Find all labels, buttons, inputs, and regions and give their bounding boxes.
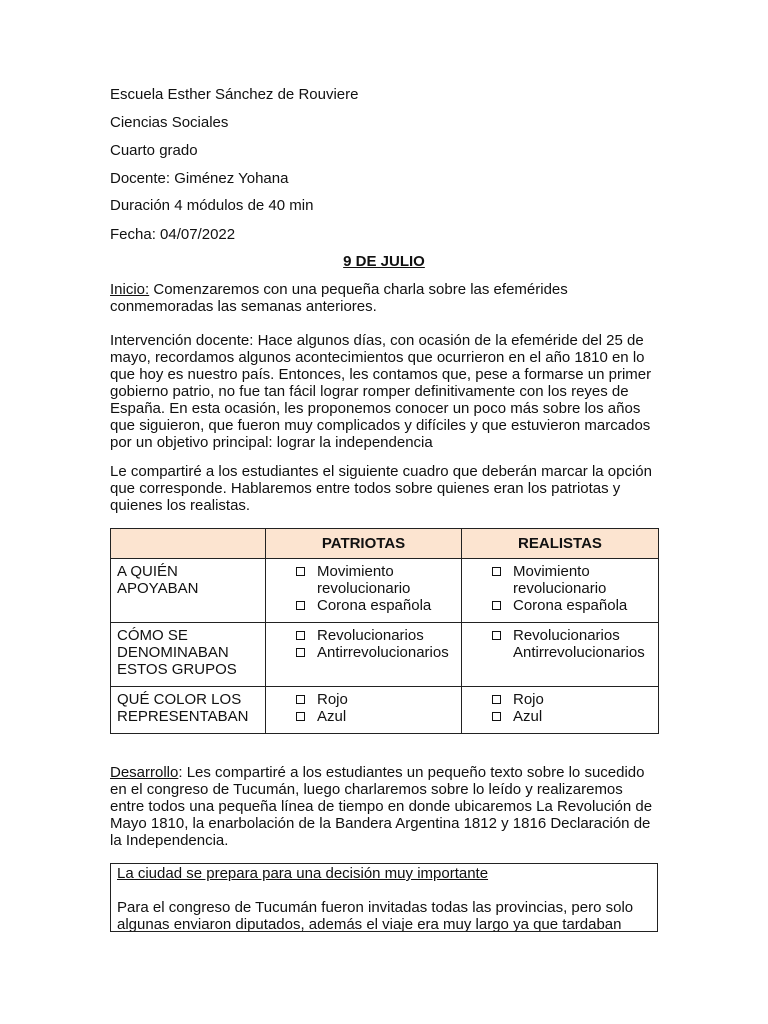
option[interactable] [272, 691, 455, 708]
checkbox-icon[interactable] [492, 631, 501, 640]
reading-heading: La ciudad se prepara para una decisión muy importante [117, 865, 489, 882]
option-label: Revolucionarios [513, 627, 620, 644]
option-label: Antirrevolucionarios [513, 644, 645, 661]
reading-body: Para el congreso de Tucumán fueron invitadas todas las provincias, pero solo algunas enviaron diputados, además el viaje era muy largo ya que tardaban [117, 899, 634, 932]
option[interactable] [468, 563, 652, 597]
patriotas-options [266, 559, 462, 623]
option[interactable] [272, 597, 455, 614]
checkbox-icon[interactable] [492, 712, 501, 721]
option-label: Azul [513, 708, 543, 725]
option [468, 644, 652, 661]
table-row [111, 687, 659, 734]
patriotas-options [266, 687, 462, 734]
table-row [111, 559, 659, 623]
option[interactable] [272, 708, 455, 725]
school-name: Escuela Esther Sánchez de Rouviere [110, 86, 359, 103]
checkbox-icon[interactable] [492, 567, 501, 576]
checkbox-icon[interactable] [296, 631, 305, 640]
option-label: Movimiento revolucionario [513, 563, 607, 597]
option-label: Movimiento revolucionario [317, 563, 411, 597]
option[interactable] [468, 691, 652, 708]
desarrollo-text: : Les compartiré a los estudiantes un pequeño texto sobre lo sucedido en el congreso de Tucumán, luego charlaremos sobre lo leído y realizaremos entre todos una pequeña línea de tiempo en donde ubicaremos La Revolución de Mayo 1810, la enarbolación de la Bandera Argentina 1812 y 1816 Declaración de la Independencia. [110, 764, 653, 849]
compartire-paragraph: Le compartiré a los estudiantes el siguiente cuadro que deberán marcar la opción que corresponde. Hablaremos entre todos sobre quienes eran los patriotas y quienes los realistas. [110, 463, 652, 514]
checkbox-icon[interactable] [492, 695, 501, 704]
patriotas-options [266, 623, 462, 687]
duration: Duración 4 módulos de 40 min [110, 197, 314, 214]
checkbox-icon[interactable] [296, 648, 305, 657]
table-row [111, 623, 659, 687]
option-label: Corona española [513, 597, 628, 614]
option-label: Antirrevolucionarios [317, 644, 449, 661]
option-label: Rojo [317, 691, 348, 708]
desarrollo-label: Desarrollo [110, 764, 179, 781]
option[interactable] [468, 627, 652, 644]
page-title: 9 DE JULIO [343, 253, 425, 270]
option[interactable] [468, 708, 652, 725]
realistas-options [462, 559, 659, 623]
row-label: CÓMO SE DENOMINABAN ESTOS GRUPOS [111, 623, 266, 687]
inicio-text: Comenzaremos con una pequeña charla sobre las efemérides conmemoradas las semanas anteriores. [110, 281, 568, 315]
inicio-paragraph [110, 281, 662, 315]
desarrollo-paragraph [110, 764, 658, 849]
realistas-options [462, 623, 659, 687]
option-label: Revolucionarios [317, 627, 424, 644]
table-header-corner [111, 529, 266, 559]
option-label: Rojo [513, 691, 544, 708]
checkbox-icon[interactable] [296, 695, 305, 704]
checkbox-icon[interactable] [296, 712, 305, 721]
intervencion-paragraph: Intervención docente: Hace algunos días, con ocasión de la efeméride del 25 de mayo, recordamos algunos acontecimientos que ocurrieron en el año 1810 en lo que hoy es nuestro país. Entonces, les contamos que, pese a formarse un primer gobierno patrio, no fue tan fácil lograr romper definitivamente con los reyes de España. En esta ocasión, les proponemos conocer un poco más sobre los años que siguieron, que fueron muy complicados y difíciles y que estuvieron marcados por un objetivo principal: lograr la independencia [110, 332, 652, 451]
teacher: Docente: Giménez Yohana [110, 170, 289, 187]
subject: Ciencias Sociales [110, 114, 229, 131]
option-label: Corona española [317, 597, 432, 614]
row-label: QUÉ COLOR LOS REPRESENTABAN [111, 687, 266, 734]
table-header-row [111, 529, 659, 559]
row-label: A QUIÉN APOYABAN [111, 559, 266, 623]
reading-text-box [110, 863, 658, 932]
checkbox-icon[interactable] [492, 601, 501, 610]
option[interactable] [468, 597, 652, 614]
inicio-label: Inicio: [110, 281, 150, 298]
option[interactable] [272, 644, 455, 661]
checkbox-icon[interactable] [296, 601, 305, 610]
option[interactable] [272, 563, 455, 597]
grade: Cuarto grado [110, 142, 198, 159]
realistas-options [462, 687, 659, 734]
table-header-patriotas: PATRIOTAS [266, 529, 462, 559]
date: Fecha: 04/07/2022 [110, 226, 236, 243]
option[interactable] [272, 627, 455, 644]
option-label: Azul [317, 708, 347, 725]
options-table [110, 528, 659, 734]
checkbox-icon[interactable] [296, 567, 305, 576]
table-header-realistas: REALISTAS [462, 529, 659, 559]
